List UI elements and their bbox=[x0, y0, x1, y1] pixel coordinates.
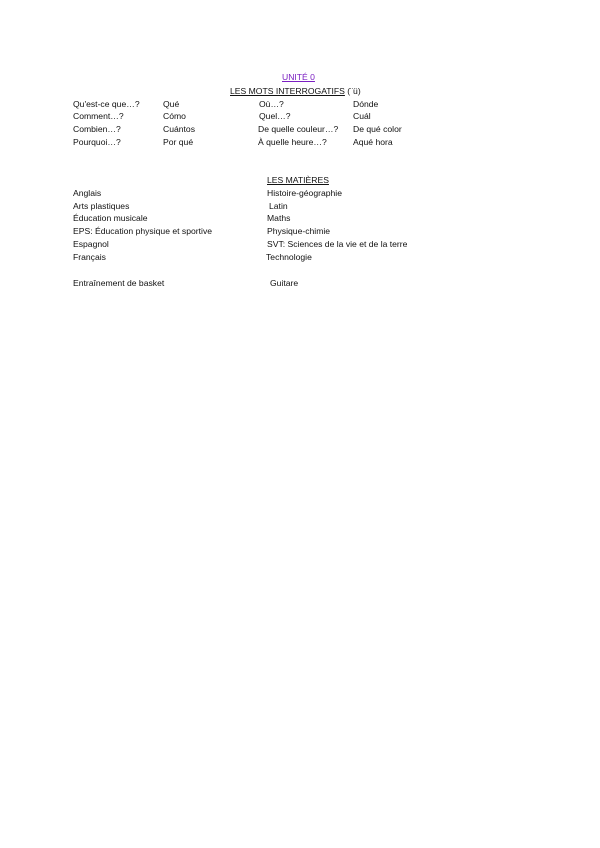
question-es-2: Cuál bbox=[353, 111, 371, 121]
question-fr-1: Pourquoi…? bbox=[73, 137, 121, 147]
subject-left: Arts plastiques bbox=[73, 201, 130, 211]
subject-right: SVT: Sciences de la vie et de la terre bbox=[267, 239, 408, 249]
subject-right: Latin bbox=[269, 201, 288, 211]
subject-right: Physique-chimie bbox=[267, 226, 331, 236]
question-fr-1: Qu'est-ce que…? bbox=[73, 99, 140, 109]
activity-basketball: Entraînement de basket bbox=[73, 278, 165, 288]
subject-left: Français bbox=[73, 252, 106, 262]
question-es-2: Dónde bbox=[353, 99, 379, 109]
subject-left: Espagnol bbox=[73, 239, 109, 249]
question-es-1: Cómo bbox=[163, 111, 186, 121]
interrogatives-heading bbox=[230, 86, 361, 97]
question-es-2: De qué color bbox=[353, 124, 402, 134]
unit-title-link[interactable]: UNITÉ 0 bbox=[282, 72, 315, 82]
question-fr-2: Où…? bbox=[259, 99, 284, 109]
interrogatives-heading-suffix: (¨ü) bbox=[344, 86, 361, 96]
interrogatives-heading-text: LES MOTS INTERROGATIFS bbox=[230, 86, 345, 96]
question-fr-2: De quelle couleur…? bbox=[258, 124, 339, 134]
subject-right: Histoire-géographie bbox=[267, 188, 342, 198]
question-fr-1: Comment…? bbox=[73, 111, 124, 121]
question-fr-1: Combien…? bbox=[73, 124, 121, 134]
subject-left: Éducation musicale bbox=[73, 213, 148, 223]
activity-guitar: Guitare bbox=[270, 278, 299, 288]
question-fr-2: Quel…? bbox=[259, 111, 291, 121]
subject-left: EPS: Éducation physique et sportive bbox=[73, 226, 213, 236]
question-es-1: Por qué bbox=[163, 137, 194, 147]
subject-right: Maths bbox=[267, 213, 291, 223]
subject-left: Anglais bbox=[73, 188, 102, 198]
question-es-1: Cuántos bbox=[163, 124, 196, 134]
question-es-1: Qué bbox=[163, 99, 180, 109]
question-fr-2: À quelle heure…? bbox=[258, 137, 327, 147]
subjects-heading: LES MATIÈRES bbox=[267, 175, 329, 185]
subject-right: Technologie bbox=[266, 252, 312, 262]
question-es-2: Aqué hora bbox=[353, 137, 393, 147]
